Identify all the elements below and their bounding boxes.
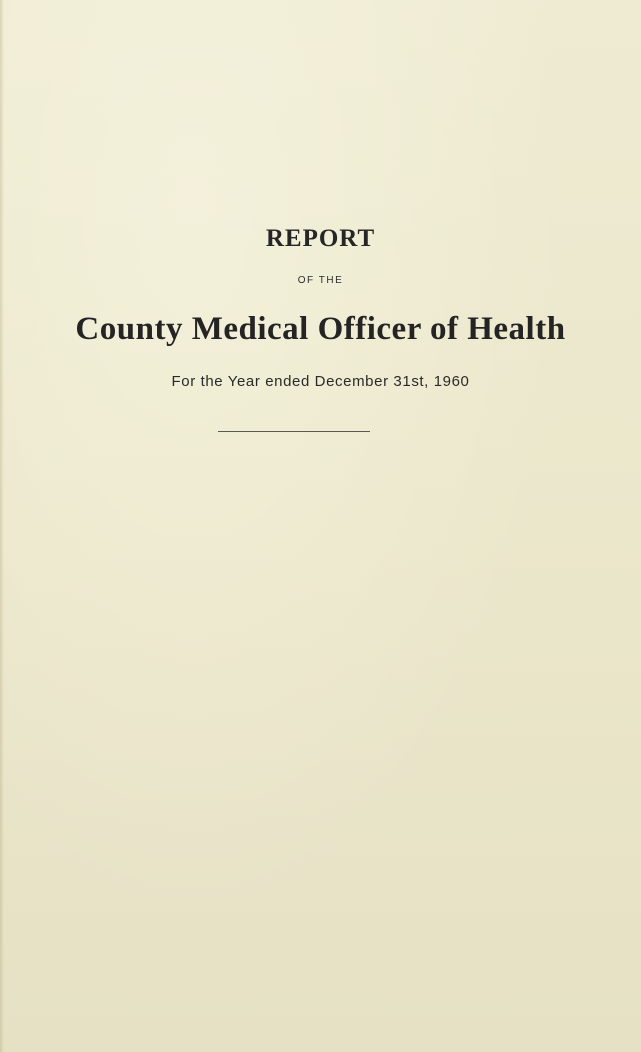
horizontal-rule — [218, 431, 370, 432]
report-period: For the Year ended December 31st, 1960 — [171, 373, 470, 390]
report-heading: REPORT — [265, 225, 376, 252]
report-subject-title: County Medical Officer of Health — [75, 311, 566, 347]
connector-text: OF THE — [297, 275, 344, 286]
page-edge-shadow — [0, 0, 4, 1052]
